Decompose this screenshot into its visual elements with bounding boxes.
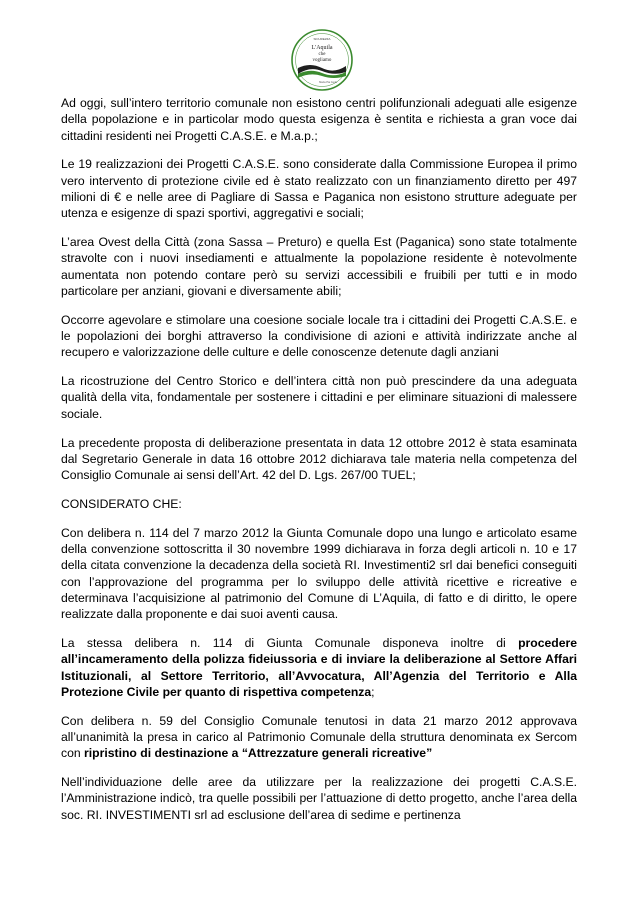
paragraph-delibera-59-bold: ripristino di destinazione a “Attrezzature generali ricreative” (84, 746, 433, 761)
paragraph-stessa-delibera-end: ; (371, 684, 375, 699)
document-body (61, 95, 577, 835)
paragraph-area-ovest-est: L’area Ovest della Città (zona Sassa – Preturo) e quella Est (Paganica) sono state totalmente stravolte con i nuovi insediamenti e attualmente la popolazione residente è notevolmente aumentata non potendo contare però su servizi accessibili e fruibili per tutti e in modo particolare per anziani, giovani e diversamente abili; (61, 235, 577, 298)
association-logo (290, 28, 354, 92)
logo-line-2: L'Aquila (311, 45, 333, 51)
paragraph-ricostruzione: La ricostruzione del Centro Storico e dell’intera città non può prescindere da una adeguata qualità della vita, fondamentale per sostenere i cittadini e per eliminare situazioni di malessere sociale. (61, 374, 577, 421)
paragraph-centri-polifunzionali: Ad oggi, sull’intero territorio comunale non esistono centri polifunzionali adeguati alle esigenze della popolazione e in particolar modo questa esigenza è sentita e richiesta a gran voce dai cittadini residenti nei Progetti C.A.S.E. e M.a.p.; (61, 96, 577, 143)
paragraph-delibera-59 (61, 713, 577, 762)
logo-line-1: SICUREZZA (313, 37, 331, 41)
paragraph-stessa-delibera (61, 635, 577, 700)
paragraph-proposta-deliberazione: La precedente proposta di deliberazione presentata in data 12 ottobre 2012 è stata esaminata dal Segretario Generale in data 16 ottobre 2012 dichiarava tale materia nella competenza del Consiglio Comunale ai sensi dell’Art. 42 del D. Lgs. 267/00 TUEL; (61, 435, 577, 483)
paragraph-delibera-114: Con delibera n. 114 del 7 marzo 2012 la Giunta Comunale dopo una lungo e articolato esame della convenzione sottoscritta il 30 novembre 1999 dichiarava in forza degli articoli n. 10 e 17 della citata convenzione la decadenza della società RI. Investimenti2 srl dai benefici conseguiti con l’approvazione del programma per lo sviluppo delle attività ricettive e ricreative e determinava l’acquisizione al patrimonio del Comune di L’Aquila, di fatto e di diritto, le opere realizzate dalla proponente e dai suoi aventi causa. (61, 525, 577, 622)
paragraph-progetti-case: Le 19 realizzazioni dei Progetti C.A.S.E. sono considerate dalla Commissione Europea il primo vero intervento di protezione civile ed è stato realizzato con un finanziamento diretto per 497 milioni di € e nelle aree di Pagliare di Sassa e Paganica non esistono strutture adeguate per utenza e esigenze di spazi sportivi, aggregativi e sociali; (61, 157, 577, 221)
logo-bottom-text: Maria Pia Centi (319, 81, 337, 84)
paragraph-coesione-sociale: Occorre agevolare e stimolare una coesione sociale locale tra i cittadini dei Progetti C.A.S.E. e le popolazioni dei borghi attraverso la condivisione di azioni e attività indirizzate anche al recupero e valorizzazione delle culture e delle conoscenze detenute dagli anziani (61, 312, 577, 360)
paragraph-stessa-delibera-bold: procedere all’incameramento della polizza fideiussoria e di inviare la deliberazione al Settore Affari Istituzionali, al Settore Territorio, all’Avvocatura, All’Agenzia del Territorio e Alla Protezione Civile per quanto di rispettiva competenza (61, 636, 577, 699)
logo-line-3: che (318, 52, 326, 57)
paragraph-individuazione-aree: Nell’individuazione delle aree da utilizzare per la realizzazione dei progetti C.A.S.E. l’Amministrazione indicò, tra quelle possibili per l’attuazione di detto progetto, anche l’area della soc. RI. INVESTIMENTI srl ad esclusione dell’area di sedime e pertinenza (61, 775, 577, 822)
paragraph-stessa-delibera-start: La stessa delibera n. 114 di Giunta Comunale disponeva inoltre di (61, 636, 519, 651)
paragraph-considerato-che: CONSIDERATO CHE: (61, 496, 182, 511)
paragraph-delibera-59-start: Con delibera n. 59 del Consiglio Comunale tenutosi in data 21 marzo 2012 approvava all’unanimità la presa in carico al Patrimonio Comunale della struttura denominata ex Sercom con (61, 713, 577, 761)
logo-line-4: vogliamo (312, 58, 332, 63)
